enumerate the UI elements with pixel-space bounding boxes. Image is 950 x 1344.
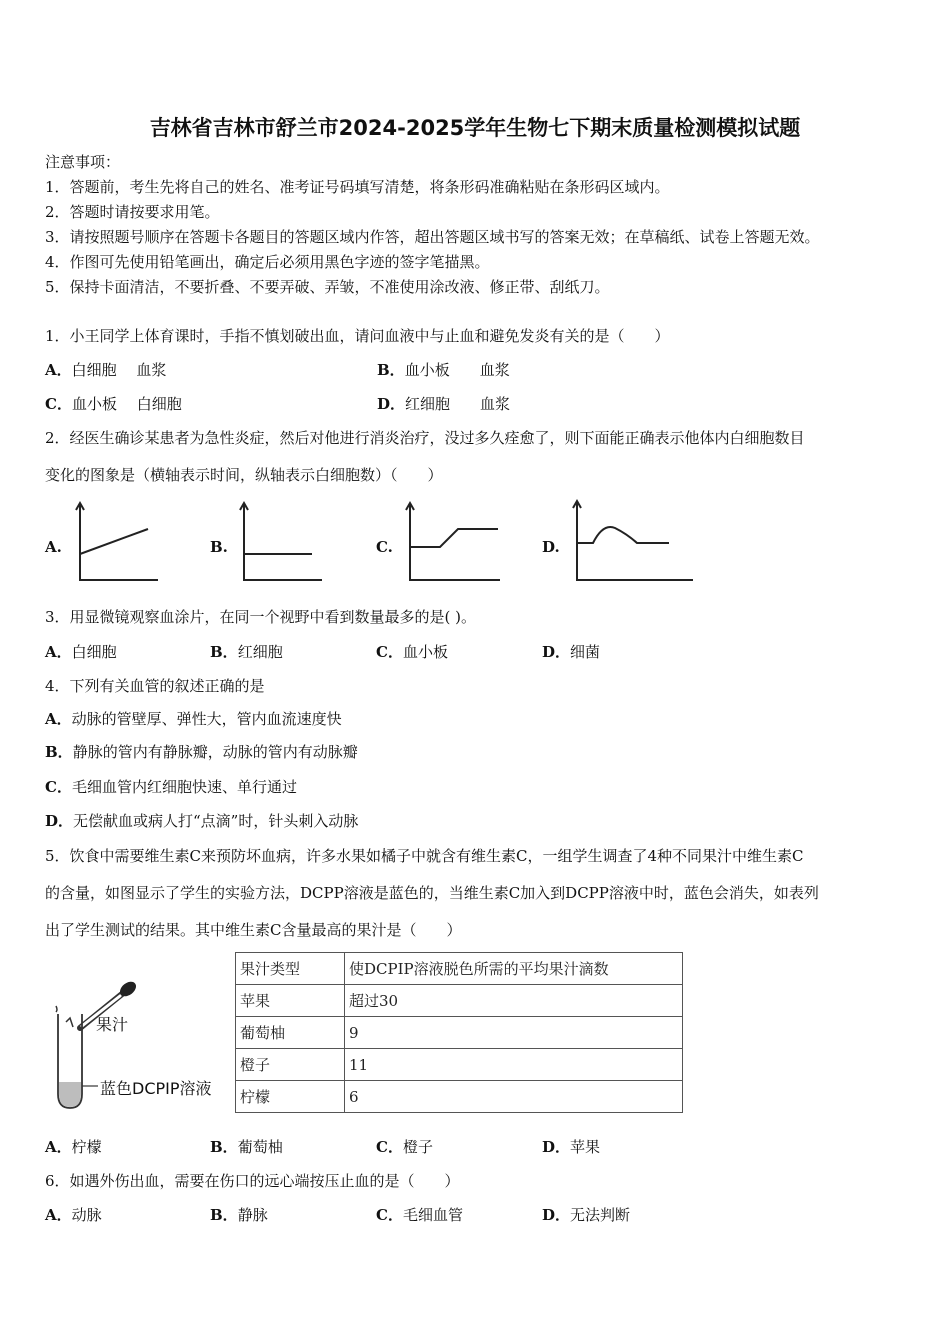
table-cell: 6 [345, 1081, 683, 1113]
option-text: 柠檬 [71, 1138, 102, 1156]
q6-option-a [45, 1205, 102, 1225]
drop-mark [66, 1018, 73, 1027]
option-text: 静脉的管内有静脉瓣，动脉的管内有动脉瓣 [72, 743, 358, 761]
table-cell: 9 [345, 1017, 683, 1049]
option-text: 白细胞 血浆 [71, 361, 167, 379]
option-letter: B． [45, 743, 73, 761]
q4-option-b [45, 742, 358, 762]
table-cell: 苹果 [236, 985, 345, 1017]
table-header-cell: 果汁类型 [236, 953, 345, 985]
graph-a-label: A. [45, 538, 62, 556]
q5-option-c [376, 1137, 433, 1157]
option-letter: A． [45, 643, 72, 661]
q6-option-b [210, 1205, 268, 1225]
q4-option-d [45, 811, 358, 831]
option-letter: C． [45, 395, 72, 413]
graph-b-axes [244, 504, 322, 580]
graph-b [234, 500, 324, 588]
option-text: 血小板 血浆 [404, 361, 510, 379]
page-title: 吉林省吉林市舒兰市2024-2025学年生物七下期末质量检测模拟试题 [149, 116, 801, 140]
graph-d-curve [577, 527, 669, 543]
table-row [236, 985, 683, 1017]
q1-option-d [377, 394, 510, 414]
graph-d [567, 496, 697, 588]
option-text: 细菌 [570, 643, 601, 661]
q5-stem-line2: 的含量，如图显示了学生的实验方法，DCPP溶液是蓝色的，当维生素C加入到DCPP溶液中时，蓝色会消失，如表列 [45, 884, 819, 902]
table-row [236, 1049, 683, 1081]
option-letter: B． [210, 1138, 238, 1156]
table-row [236, 1081, 683, 1113]
note-item: 3．请按照题号顺序在答题卡各题目的答题区域内作答，超出答题区域书写的答案无效；在草稿纸、试卷上答题无效。 [45, 228, 820, 246]
q3-stem: 3．用显微镜观察血涂片，在同一个视野中看到数量最多的是( )。 [45, 608, 477, 626]
graph-c-label: C. [376, 538, 393, 556]
option-text: 白细胞 [71, 643, 117, 661]
graph-a-axes [80, 504, 158, 580]
note-item: 1．答题前，考生先将自己的姓名、准考证号码填写清楚，将条形码准确粘贴在条形码区域内。 [45, 178, 670, 196]
q6-option-d [542, 1205, 630, 1225]
option-letter: A． [45, 710, 72, 728]
option-letter: D． [377, 395, 406, 413]
option-letter: C． [45, 778, 72, 796]
option-text: 红细胞 血浆 [405, 395, 511, 413]
option-letter: A． [45, 1138, 72, 1156]
q3-option-d [542, 642, 600, 662]
note-item: 4．作图可先使用铅笔画出，确定后必须用黑色字迹的签字笔描黑。 [45, 253, 490, 271]
q2-stem-line1: 2．经医生确诊某患者为急性炎症，然后对他进行消炎治疗，没过多久痊愈了，则下面能正确表示他体内白细胞数目 [45, 429, 805, 447]
q1-option-b [377, 360, 510, 380]
option-letter: C． [376, 1206, 403, 1224]
juice-label: 果汁 [96, 1015, 129, 1034]
juice-results-table [235, 952, 683, 1113]
q1-option-c [45, 394, 182, 414]
q6-stem: 6．如遇外伤出血，需要在伤口的远心端按压止血的是（ ） [45, 1172, 460, 1190]
table-cell: 超过30 [345, 985, 683, 1017]
option-letter: D． [542, 1138, 571, 1156]
option-text: 血小板 白细胞 [71, 395, 182, 413]
note-item: 5．保持卡面清洁，不要折叠、不要弄破、弄皱，不准使用涂改液、修正带、刮纸刀。 [45, 278, 610, 296]
option-text: 无偿献血或病人打“点滴”时，针头刺入动脉 [73, 812, 359, 830]
q5-option-d [542, 1137, 600, 1157]
graph-d-label: D. [542, 538, 560, 556]
drop-mark [56, 1006, 57, 1012]
graph-a-curve [80, 529, 148, 554]
q1-stem: 1．小王同学上体育课时，手指不慎划破出血，请问血液中与止血和避免发炎有关的是（ ） [45, 327, 670, 345]
option-text: 血小板 [402, 643, 448, 661]
graph-a [70, 500, 160, 588]
q6-option-c [376, 1205, 463, 1225]
q5-option-b [210, 1137, 283, 1157]
graph-c-axes [410, 504, 500, 580]
option-letter: B． [210, 1206, 238, 1224]
option-letter: D． [45, 812, 74, 830]
option-text: 橙子 [402, 1138, 433, 1156]
notes-heading: 注意事项： [45, 153, 121, 171]
option-text: 毛细血管内红细胞快速、单行通过 [71, 778, 297, 796]
q3-option-c [376, 642, 448, 662]
option-text: 苹果 [570, 1138, 601, 1156]
q4-option-a [45, 709, 342, 729]
solution-label: 蓝色DCPIP溶液 [100, 1079, 212, 1098]
graph-c [400, 500, 510, 588]
table-cell: 橙子 [236, 1049, 345, 1081]
option-text: 毛细血管 [402, 1206, 463, 1224]
option-text: 无法判断 [570, 1206, 631, 1224]
option-letter: A． [45, 361, 72, 379]
table-cell: 葡萄柚 [236, 1017, 345, 1049]
table-row [236, 1017, 683, 1049]
q2-stem-line2: 变化的图象是（横轴表示时间，纵轴表示白细胞数）（ ） [45, 466, 443, 484]
option-letter: C． [376, 1138, 403, 1156]
q5-option-a [45, 1137, 102, 1157]
option-text: 静脉 [237, 1206, 268, 1224]
note-item: 2．答题时请按要求用笔。 [45, 203, 220, 221]
q4-stem: 4．下列有关血管的叙述正确的是 [45, 677, 265, 695]
option-letter: D． [542, 643, 571, 661]
graph-c-curve [410, 529, 498, 547]
q5-stem-line1: 5．饮食中需要维生素C来预防坏血病，许多水果如橘子中就含有维生素C，一组学生调查了4种不同果汁中维生素C [45, 847, 804, 865]
dcpip-solution [59, 1082, 81, 1107]
option-text: 动脉的管壁厚、弹性大，管内血流速度快 [71, 710, 342, 728]
table-header-row [236, 953, 683, 985]
option-letter: D． [542, 1206, 571, 1224]
table-header-cell: 使DCPIP溶液脱色所需的平均果汁滴数 [345, 953, 683, 985]
dcpip-test-tube-figure [50, 970, 232, 1115]
option-letter: B． [210, 643, 238, 661]
q4-option-c [45, 777, 297, 797]
option-letter: B． [377, 361, 405, 379]
q1-option-a [45, 360, 166, 380]
q5-stem-line3: 出了学生测试的结果。其中维生素C含量最高的果汁是（ ） [45, 921, 462, 939]
option-text: 葡萄柚 [237, 1138, 283, 1156]
option-text: 动脉 [71, 1206, 102, 1224]
graph-b-label: B. [210, 538, 228, 556]
option-letter: C． [376, 643, 403, 661]
option-letter: A． [45, 1206, 72, 1224]
q3-option-a [45, 642, 117, 662]
table-cell: 11 [345, 1049, 683, 1081]
option-text: 红细胞 [237, 643, 283, 661]
q3-option-b [210, 642, 283, 662]
table-cell: 柠檬 [236, 1081, 345, 1113]
